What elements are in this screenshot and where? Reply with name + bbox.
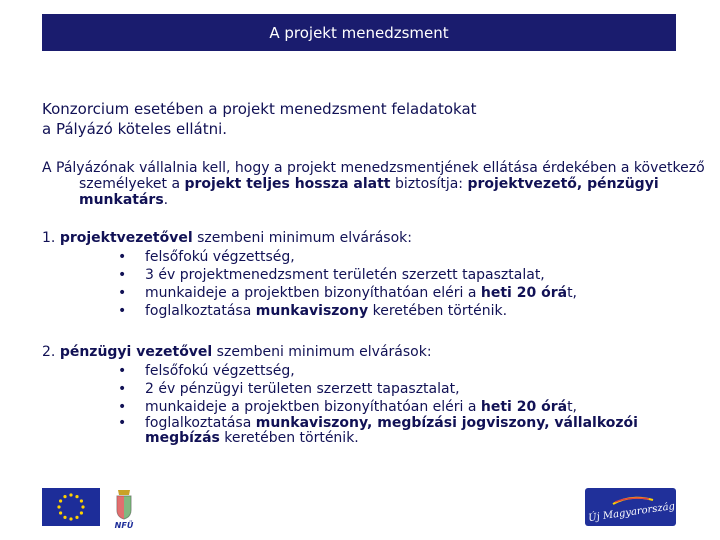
lead-paragraph [42,99,682,139]
requirement-role: projektvezetővel [59,230,193,246]
requirement-heading-text: szembeni minimum elvárások: [212,344,432,360]
uj-magyarorszag-icon [585,488,676,526]
list-item [118,380,702,398]
list-item [118,284,702,302]
list-item-emphasis: heti 20 órá [480,285,568,301]
requirement-block-2 [42,342,702,446]
bullet-icon: • [118,303,127,319]
list-item-text: keretében történik. [368,303,508,319]
eu-flag-logo [42,488,100,526]
list-item [118,362,702,380]
lead-line: a Pályázó köteles ellátni. [42,120,228,138]
bullet-icon: • [118,285,127,301]
list-item-text: t, [567,285,578,301]
slide-title-bar [42,14,676,51]
requirement-role: pénzügyi vezetővel [59,344,213,360]
hungarian-coat-of-arms-logo [108,486,140,530]
intro-text: A Pályázónak vállalnia kell, hogy a projekt menedzsmentjének ellátása érdekében a következő személyeket a [42,160,705,192]
list-item [118,266,702,284]
eu-stars-icon [42,488,100,526]
intro-paragraph [42,160,719,208]
bullet-icon: • [118,399,127,415]
list-item-emphasis: munkaviszony [255,303,369,319]
list-item [118,398,702,416]
lead-line: Konzorcium esetében a projekt menedzsment feladatokat [42,100,477,118]
requirement-list [42,362,702,446]
list-item-text: 3 év projektmenedzsment területén szerzett tapasztalat, [145,267,545,283]
list-item-emphasis: heti 20 órá [480,399,568,415]
list-item-text: 2 év pénzügyi területen szerzett tapasztalat, [145,381,460,397]
coat-of-arms-icon [108,486,140,530]
requirement-heading-text: szembeni minimum elvárások: [192,230,412,246]
bullet-icon: • [118,363,127,379]
list-item [118,248,702,266]
requirement-number: 1. [42,230,56,246]
bullet-icon: • [118,267,127,283]
intro-emphasis: projekt teljes hossza alatt [184,176,391,192]
list-item-text: keretében történik. [219,430,359,446]
intro-text: biztosítja: [390,176,468,192]
list-item-emphasis: munkaviszony, megbízási jogviszony, vállalkozói megbízás [145,415,638,446]
list-item [118,416,702,446]
bullet-icon: • [118,415,127,431]
list-item [118,302,702,320]
requirement-list [42,248,702,320]
um-text: Új Magyarország [587,501,676,525]
bullet-icon: • [118,381,127,397]
intro-text: . [163,192,169,208]
list-item-text: felsőfokú végzettség, [145,249,295,265]
list-item-text: t, [567,399,578,415]
slide-title: A projekt menedzsment [269,23,449,42]
bullet-icon: • [118,249,127,265]
list-item-text: munkaideje a projektben bizonyíthatóan eléri a [145,399,481,415]
list-item-text: foglalkoztatása [145,303,256,319]
requirement-number: 2. [42,344,56,360]
nfu-text: NFÜ [114,521,134,530]
requirement-heading [42,342,702,362]
intro-emphasis: projektvezető, pénzügyi munkatárs [79,176,659,208]
uj-magyarorszag-logo [585,488,676,526]
requirement-block-1 [42,228,702,320]
list-item-text: foglalkoztatása [145,415,256,431]
list-item-text: felsőfokú végzettség, [145,363,295,379]
requirement-heading [42,228,702,248]
list-item-text: munkaideje a projektben bizonyíthatóan eléri a [145,285,481,301]
